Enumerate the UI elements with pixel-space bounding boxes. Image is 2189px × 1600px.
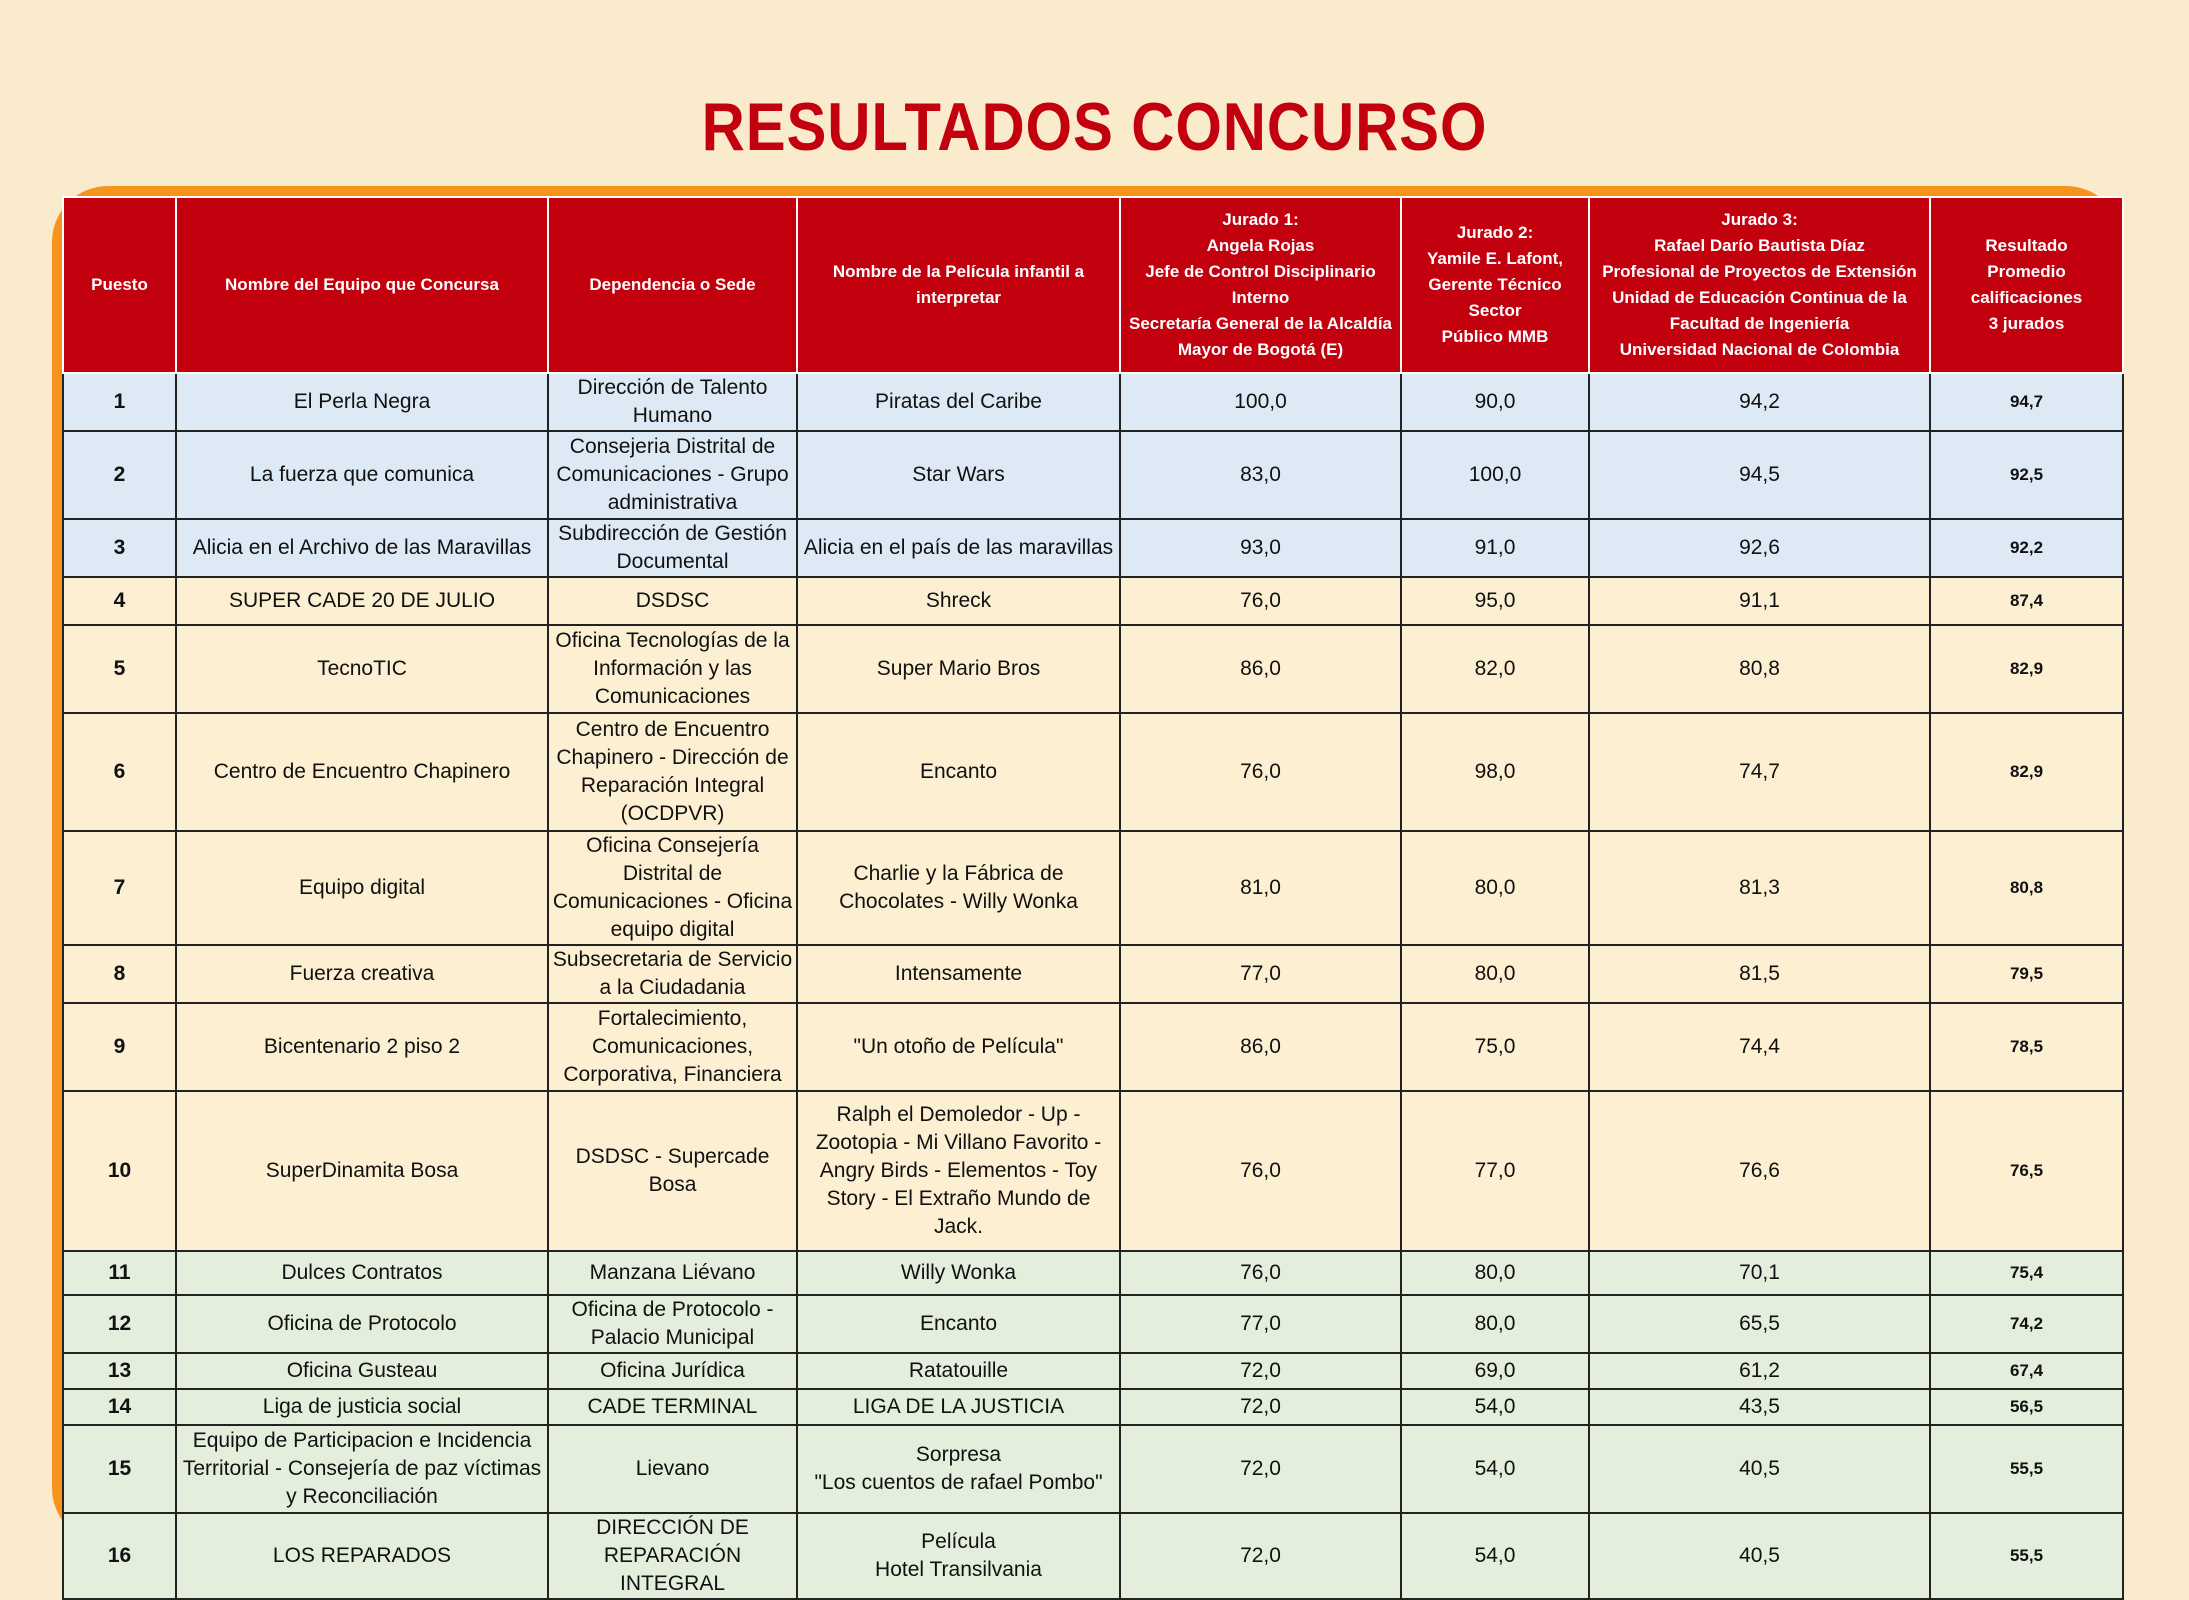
header-resultado: [1930, 197, 2123, 373]
table-row: [63, 373, 2123, 431]
table-row: [63, 713, 2123, 831]
cell-resultado: 92,5: [1930, 431, 2123, 519]
cell-jurado1: 81,0: [1120, 831, 1401, 945]
cell-jurado3: 65,5: [1589, 1295, 1930, 1353]
cell-jurado3: 81,5: [1589, 945, 1930, 1003]
cell-jurado2: 54,0: [1401, 1425, 1589, 1513]
cell-dependencia: Subdirección de Gestión Documental: [548, 519, 797, 577]
cell-jurado1: 72,0: [1120, 1513, 1401, 1599]
results-frame: [52, 186, 2122, 1595]
cell-dependencia: CADE TERMINAL: [548, 1389, 797, 1425]
cell-jurado1: 77,0: [1120, 1295, 1401, 1353]
table-row: [63, 1003, 2123, 1091]
header-dependencia: Dependencia o Sede: [548, 197, 797, 373]
cell-jurado3: 61,2: [1589, 1353, 1930, 1389]
cell-jurado3: 40,5: [1589, 1513, 1930, 1599]
cell-puesto: 2: [63, 431, 176, 519]
cell-resultado: 75,4: [1930, 1251, 2123, 1295]
cell-dependencia: Lievano: [548, 1425, 797, 1513]
cell-equipo: Equipo de Participacion e Incidencia Territorial - Consejería de paz víctimas y Reconciliación: [176, 1425, 548, 1513]
cell-line: Película: [921, 1530, 996, 1553]
cell-jurado2: 95,0: [1401, 577, 1589, 625]
table-row: [63, 1425, 2123, 1513]
cell-dependencia: Oficina Jurídica: [548, 1353, 797, 1389]
cell-puesto: 9: [63, 1003, 176, 1091]
cell-resultado: 55,5: [1930, 1425, 2123, 1513]
cell-resultado: 67,4: [1930, 1353, 2123, 1389]
header-line: Profesional de Proyectos de Extensión: [1602, 262, 1917, 281]
cell-puesto: 8: [63, 945, 176, 1003]
header-line: Rafael Darío Bautista Díaz: [1654, 236, 1865, 255]
cell-dependencia: Fortalecimiento, Comunicaciones, Corporativa, Financiera: [548, 1003, 797, 1091]
cell-jurado1: 72,0: [1120, 1353, 1401, 1389]
cell-resultado: 79,5: [1930, 945, 2123, 1003]
header-line: Secretaría General de la Alcaldía: [1128, 314, 1392, 333]
cell-pelicula: Star Wars: [797, 431, 1120, 519]
cell-jurado1: 100,0: [1120, 373, 1401, 431]
cell-equipo: Oficina de Protocolo: [176, 1295, 548, 1353]
cell-pelicula: Alicia en el país de las maravillas: [797, 519, 1120, 577]
cell-equipo: SUPER CADE 20 DE JULIO: [176, 577, 548, 625]
cell-dependencia: DSDSC - Supercade Bosa: [548, 1091, 797, 1251]
cell-resultado: 94,7: [1930, 373, 2123, 431]
header-line: Promedio calificaciones: [1970, 262, 2083, 307]
cell-resultado: 78,5: [1930, 1003, 2123, 1091]
cell-dependencia: Oficina Consejería Distrital de Comunicaciones - Oficina equipo digital: [548, 831, 797, 945]
cell-jurado1: 86,0: [1120, 1003, 1401, 1091]
table-row: [63, 431, 2123, 519]
table-row: [63, 831, 2123, 945]
cell-jurado3: 81,3: [1589, 831, 1930, 945]
table-row: [63, 945, 2123, 1003]
cell-equipo: Oficina Gusteau: [176, 1353, 548, 1389]
table-row: [63, 519, 2123, 577]
header-equipo: Nombre del Equipo que Concursa: [176, 197, 548, 373]
cell-pelicula: LIGA DE LA JUSTICIA: [797, 1389, 1120, 1425]
page-title: RESULTADOS CONCURSO: [701, 89, 1488, 165]
table-row: [63, 1353, 2123, 1389]
cell-puesto: 15: [63, 1425, 176, 1513]
cell-pelicula: Willy Wonka: [797, 1251, 1120, 1295]
cell-pelicula: Charlie y la Fábrica de Chocolates - Willy Wonka: [797, 831, 1120, 945]
cell-jurado3: 80,8: [1589, 625, 1930, 713]
cell-pelicula: Ralph el Demoledor - Up - Zootopia - Mi Villano Favorito - Angry Birds - Elementos - Toy Story - El Extraño Mundo de Jack.: [797, 1091, 1120, 1251]
cell-dependencia: Manzana Liévano: [548, 1251, 797, 1295]
table-row: [63, 625, 2123, 713]
cell-puesto: 14: [63, 1389, 176, 1425]
cell-jurado1: 77,0: [1120, 945, 1401, 1003]
cell-jurado2: 75,0: [1401, 1003, 1589, 1091]
cell-jurado1: 93,0: [1120, 519, 1401, 577]
cell-jurado3: 40,5: [1589, 1425, 1930, 1513]
table-row: [63, 1389, 2123, 1425]
header-row: [63, 197, 2123, 373]
cell-dependencia: DIRECCIÓN DE REPARACIÓN INTEGRAL: [548, 1513, 797, 1599]
cell-jurado1: 83,0: [1120, 431, 1401, 519]
cell-pelicula: Intensamente: [797, 945, 1120, 1003]
cell-equipo: Dulces Contratos: [176, 1251, 548, 1295]
cell-jurado2: 80,0: [1401, 945, 1589, 1003]
cell-equipo: La fuerza que comunica: [176, 431, 548, 519]
header-puesto: Puesto: [63, 197, 176, 373]
cell-jurado3: 94,5: [1589, 431, 1930, 519]
cell-resultado: 82,9: [1930, 625, 2123, 713]
header-line: Universidad Nacional de Colombia: [1619, 340, 1900, 359]
header-line: 3 jurados: [1988, 314, 2065, 333]
cell-jurado3: 70,1: [1589, 1251, 1930, 1295]
cell-jurado3: 74,4: [1589, 1003, 1930, 1091]
cell-equipo: Alicia en el Archivo de las Maravillas: [176, 519, 548, 577]
cell-resultado: 82,9: [1930, 713, 2123, 831]
cell-puesto: 6: [63, 713, 176, 831]
cell-resultado: 55,5: [1930, 1513, 2123, 1599]
header-line: Jefe de Control Disciplinario Interno: [1145, 262, 1376, 307]
cell-jurado3: 43,5: [1589, 1389, 1930, 1425]
cell-puesto: 13: [63, 1353, 176, 1389]
header-jurado2: [1401, 197, 1589, 373]
cell-puesto: 4: [63, 577, 176, 625]
cell-jurado3: 74,7: [1589, 713, 1930, 831]
cell-jurado2: 100,0: [1401, 431, 1589, 519]
cell-jurado1: 76,0: [1120, 577, 1401, 625]
cell-equipo: El Perla Negra: [176, 373, 548, 431]
cell-jurado1: 76,0: [1120, 1251, 1401, 1295]
cell-pelicula: Ratatouille: [797, 1353, 1120, 1389]
cell-pelicula: Encanto: [797, 1295, 1120, 1353]
cell-jurado2: 80,0: [1401, 1251, 1589, 1295]
cell-jurado2: 80,0: [1401, 1295, 1589, 1353]
table-row: [63, 1091, 2123, 1251]
header-line: Público MMB: [1441, 327, 1549, 346]
cell-jurado3: 92,6: [1589, 519, 1930, 577]
cell-jurado3: 94,2: [1589, 373, 1930, 431]
cell-line: Sorpresa: [915, 1443, 1002, 1466]
cell-dependencia: Centro de Encuentro Chapinero - Dirección de Reparación Integral (OCDPVR): [548, 713, 797, 831]
cell-equipo: SuperDinamita Bosa: [176, 1091, 548, 1251]
cell-resultado: 74,2: [1930, 1295, 2123, 1353]
header-jurado1: [1120, 197, 1401, 373]
header-line: Yamile E. Lafont,: [1426, 249, 1564, 268]
header-line: Angela Rojas: [1206, 236, 1315, 255]
cell-equipo: Bicentenario 2 piso 2: [176, 1003, 548, 1091]
header-line: Mayor de Bogotá (E): [1177, 340, 1344, 359]
cell-jurado1: 72,0: [1120, 1425, 1401, 1513]
cell-pelicula: [797, 1425, 1120, 1513]
table-row: [63, 1295, 2123, 1353]
cell-puesto: 10: [63, 1091, 176, 1251]
table-row: [63, 577, 2123, 625]
cell-resultado: 76,5: [1930, 1091, 2123, 1251]
cell-pelicula: Encanto: [797, 713, 1120, 831]
cell-jurado3: 91,1: [1589, 577, 1930, 625]
cell-equipo: Centro de Encuentro Chapinero: [176, 713, 548, 831]
cell-dependencia: DSDSC: [548, 577, 797, 625]
cell-dependencia: Oficina de Protocolo - Palacio Municipal: [548, 1295, 797, 1353]
cell-jurado2: 82,0: [1401, 625, 1589, 713]
header-jurado3: [1589, 197, 1930, 373]
cell-dependencia: Subsecretaria de Servicio a la Ciudadania: [548, 945, 797, 1003]
cell-jurado2: 91,0: [1401, 519, 1589, 577]
cell-jurado2: 90,0: [1401, 373, 1589, 431]
cell-puesto: 1: [63, 373, 176, 431]
cell-equipo: Liga de justicia social: [176, 1389, 548, 1425]
cell-puesto: 16: [63, 1513, 176, 1599]
header-line: Gerente Técnico Sector: [1428, 275, 1562, 320]
cell-pelicula: "Un otoño de Película": [797, 1003, 1120, 1091]
cell-jurado1: 86,0: [1120, 625, 1401, 713]
cell-dependencia: Dirección de Talento Humano: [548, 373, 797, 431]
cell-equipo: TecnoTIC: [176, 625, 548, 713]
header-line: Facultad de Ingeniería: [1669, 314, 1850, 333]
cell-puesto: 5: [63, 625, 176, 713]
cell-equipo: Equipo digital: [176, 831, 548, 945]
cell-jurado1: 72,0: [1120, 1389, 1401, 1425]
header-line: Jurado 1:: [1222, 210, 1299, 229]
header-pelicula: Nombre de la Película infantil a interpretar: [797, 197, 1120, 373]
cell-pelicula: Piratas del Caribe: [797, 373, 1120, 431]
cell-jurado2: 80,0: [1401, 831, 1589, 945]
cell-jurado2: 54,0: [1401, 1513, 1589, 1599]
cell-jurado1: 76,0: [1120, 713, 1401, 831]
cell-dependencia: Consejeria Distrital de Comunicaciones - Grupo administrativa: [548, 431, 797, 519]
header-line: Jurado 3:: [1721, 210, 1798, 229]
cell-resultado: 92,2: [1930, 519, 2123, 577]
header-line: Jurado 2:: [1456, 223, 1534, 242]
cell-line: Hotel Transilvania: [875, 1558, 1042, 1581]
cell-jurado2: 54,0: [1401, 1389, 1589, 1425]
cell-puesto: 3: [63, 519, 176, 577]
cell-jurado3: 76,6: [1589, 1091, 1930, 1251]
header-line: Unidad de Educación Continua de la: [1612, 288, 1907, 307]
cell-puesto: 7: [63, 831, 176, 945]
cell-pelicula: Super Mario Bros: [797, 625, 1120, 713]
results-table: [62, 196, 2124, 1600]
cell-resultado: 80,8: [1930, 831, 2123, 945]
cell-equipo: Fuerza creativa: [176, 945, 548, 1003]
cell-resultado: 87,4: [1930, 577, 2123, 625]
header-line: Resultado: [1985, 236, 2068, 255]
cell-equipo: LOS REPARADOS: [176, 1513, 548, 1599]
cell-puesto: 12: [63, 1295, 176, 1353]
cell-jurado1: 76,0: [1120, 1091, 1401, 1251]
table-row: [63, 1513, 2123, 1599]
cell-pelicula: [797, 1513, 1120, 1599]
cell-pelicula: Shreck: [797, 577, 1120, 625]
cell-resultado: 56,5: [1930, 1389, 2123, 1425]
cell-puesto: 11: [63, 1251, 176, 1295]
cell-jurado2: 98,0: [1401, 713, 1589, 831]
table-row: [63, 1251, 2123, 1295]
cell-jurado2: 69,0: [1401, 1353, 1589, 1389]
cell-dependencia: Oficina Tecnologías de la Información y las Comunicaciones: [548, 625, 797, 713]
cell-line: "Los cuentos de rafael Pombo": [814, 1471, 1103, 1494]
cell-jurado2: 77,0: [1401, 1091, 1589, 1251]
